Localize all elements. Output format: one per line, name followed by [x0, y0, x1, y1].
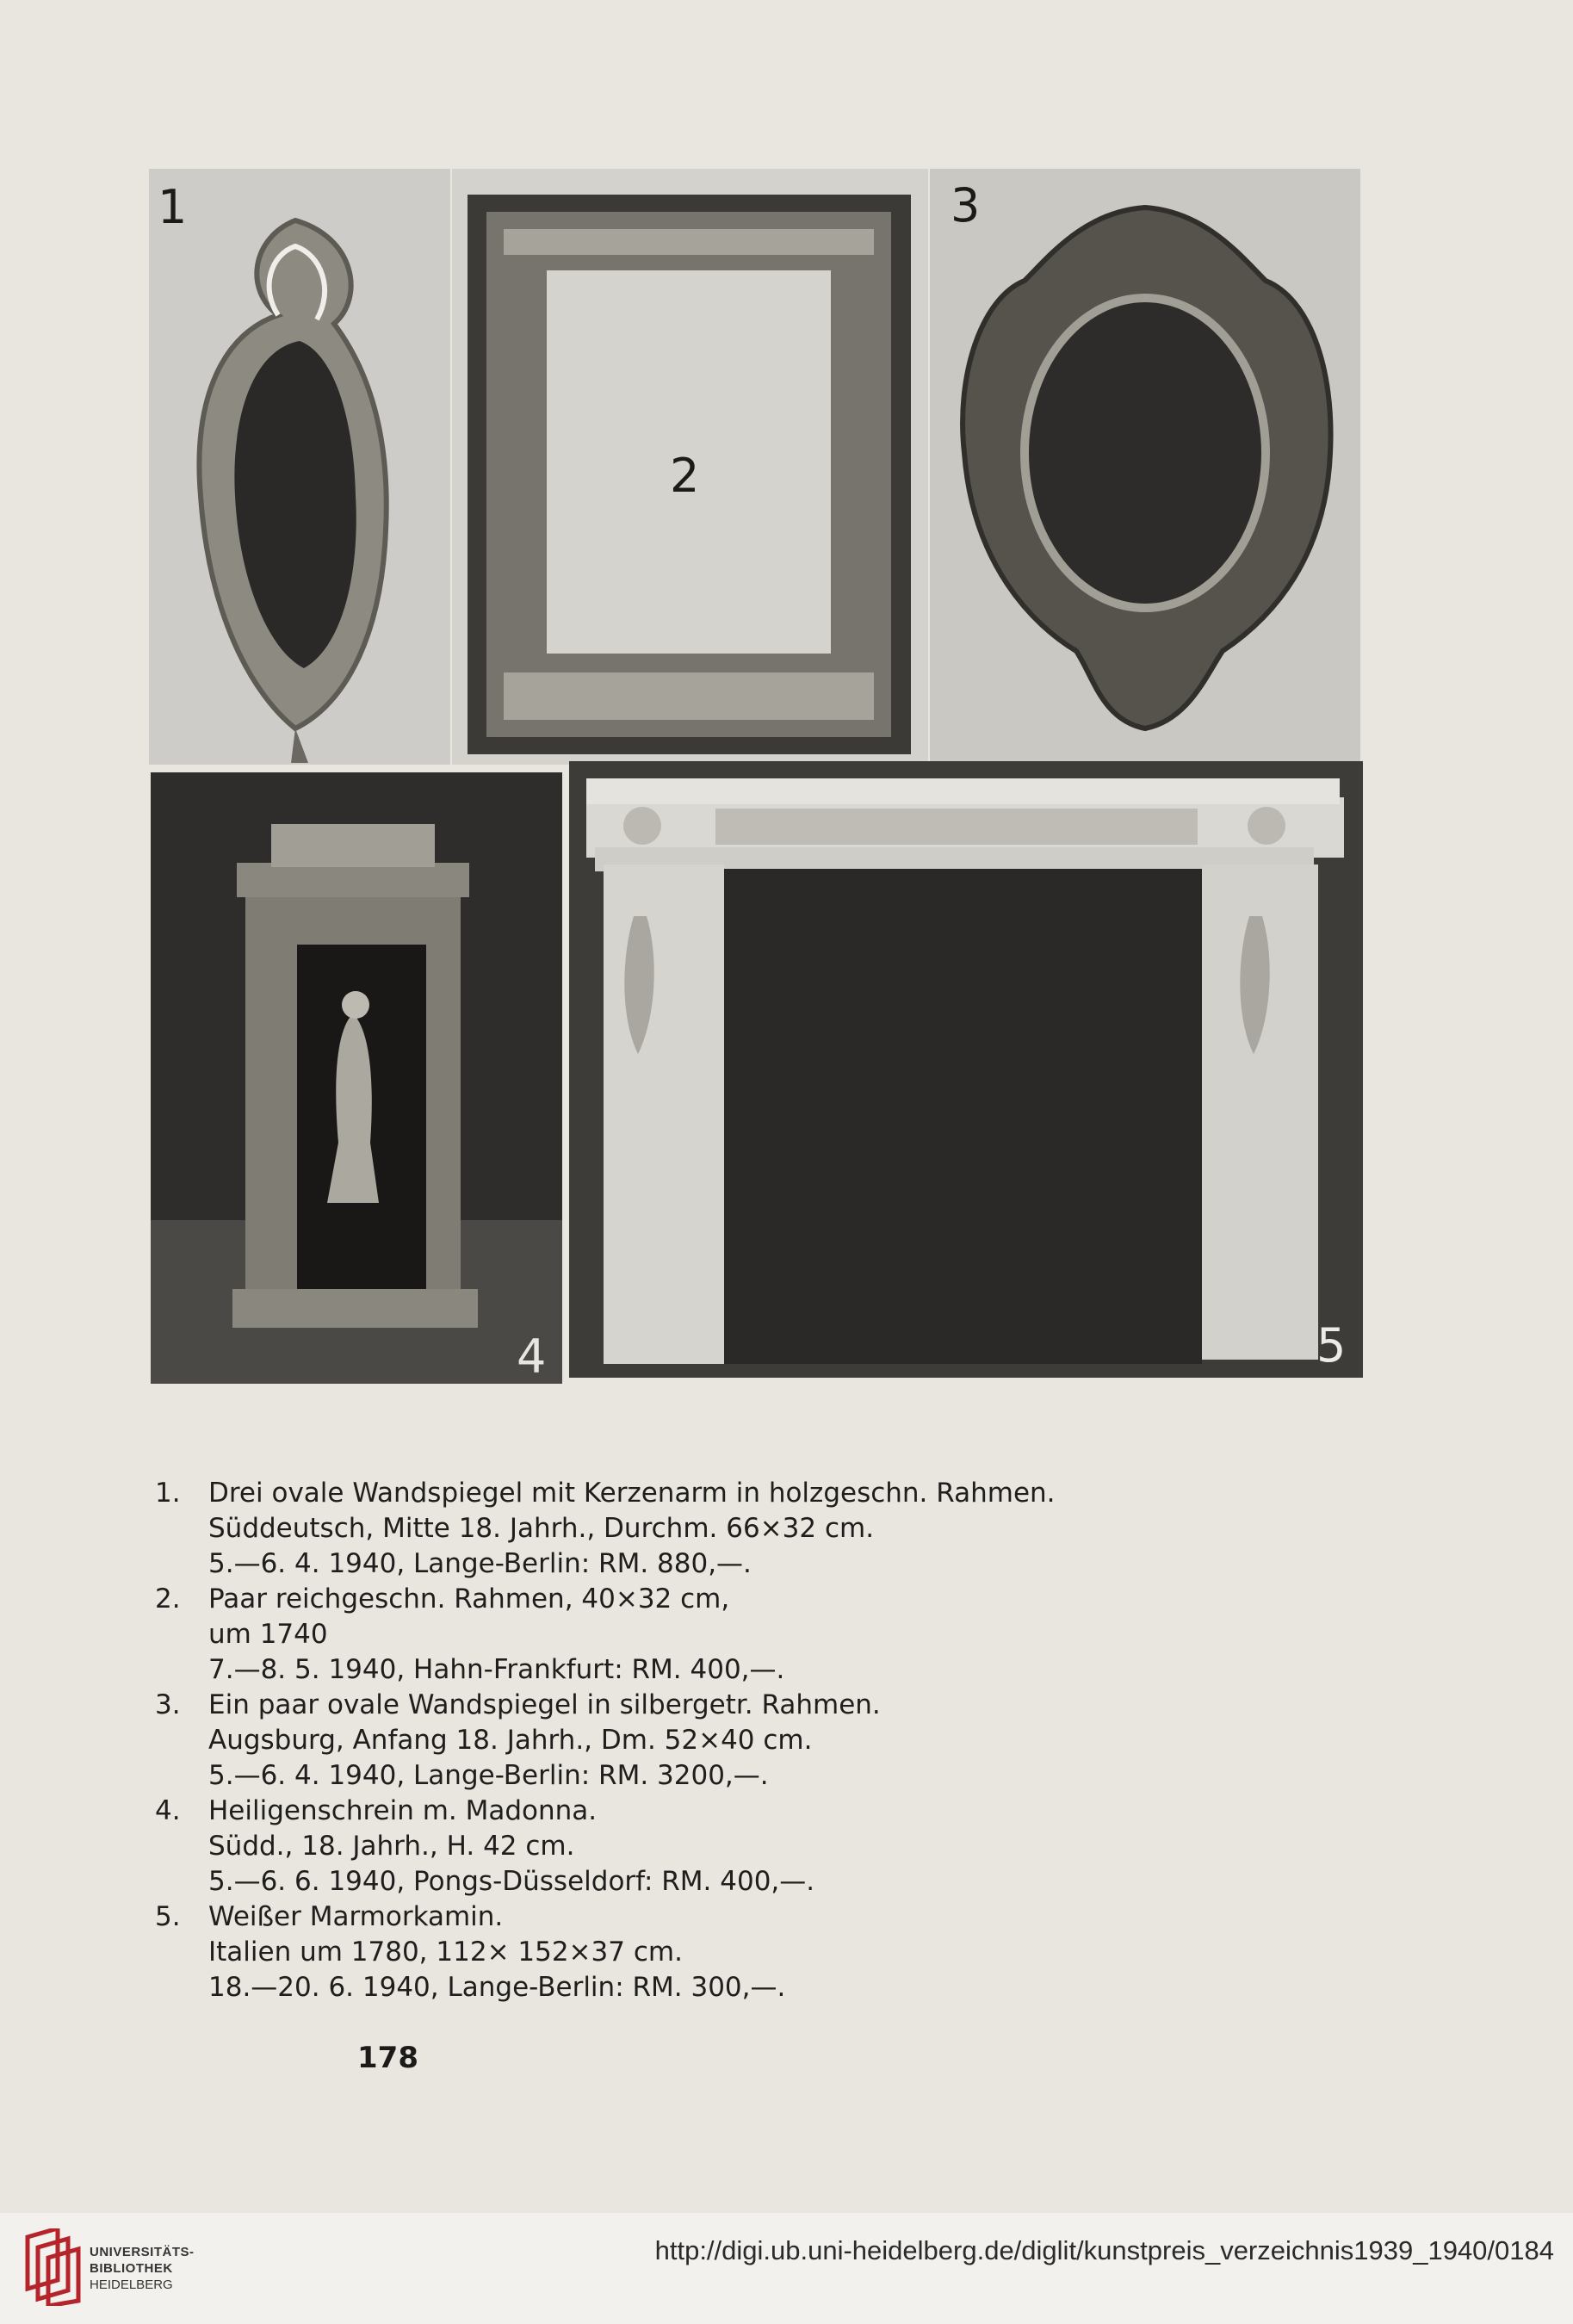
- caption-line: Italien um 1780, 112× 152×37 cm.: [208, 1937, 683, 1968]
- caption-entry-5: [155, 1899, 1300, 2005]
- plate-number-5: 5: [1316, 1318, 1347, 1373]
- caption-line: 5.—6. 4. 1940, Lange-Berlin: RM. 3200,—.: [208, 1760, 769, 1791]
- page-number: 178: [357, 2041, 418, 2075]
- plate-1-oval-mirror: [149, 169, 450, 765]
- source-url-link[interactable]: http://digi.ub.uni-heidelberg.de/diglit/kunstpreis_verzeichnis1939_1940/0184: [654, 2235, 1554, 2265]
- plate-number-1: 1: [158, 180, 188, 234]
- caption-entry-2: [155, 1582, 1300, 1688]
- footer-bar: [0, 2213, 1573, 2324]
- caption-index: 5.: [155, 1901, 181, 1932]
- shrine-illustration-4: [151, 772, 562, 1384]
- library-logo-text: [90, 2244, 195, 2293]
- mirror-illustration-3: [930, 169, 1360, 765]
- caption-line: Ein paar ovale Wandspiegel in silbergetr. Rahmen.: [208, 1689, 881, 1720]
- plate-5-fireplace: [569, 761, 1363, 1378]
- caption-line: 5.—6. 6. 1940, Pongs-Düsseldorf: RM. 400,—.: [208, 1866, 815, 1897]
- plate-3-silver-mirror: [930, 169, 1360, 765]
- caption-index: 3.: [155, 1689, 181, 1720]
- logo-line-2: BIBLIOTHEK: [90, 2261, 173, 2276]
- caption-line: 7.—8. 5. 1940, Hahn-Frankfurt: RM. 400,—.: [208, 1654, 785, 1685]
- caption-line: Augsburg, Anfang 18. Jahrh., Dm. 52×40 cm.: [208, 1725, 813, 1756]
- caption-line: Süddeutsch, Mitte 18. Jahrh., Durchm. 66×32 cm.: [208, 1513, 875, 1544]
- caption-list: [155, 1476, 1300, 2005]
- caption-line: Weißer Marmorkamin.: [208, 1901, 504, 1932]
- plate-number-3: 3: [951, 178, 981, 232]
- caption-entry-3: [155, 1688, 1300, 1794]
- caption-line: Heiligenschrein m. Madonna.: [208, 1795, 598, 1826]
- caption-entry-4: [155, 1794, 1300, 1899]
- plate-number-4: 4: [517, 1329, 547, 1384]
- logo-line-1: UNIVERSITÄTS-: [90, 2245, 195, 2259]
- caption-line: Drei ovale Wandspiegel mit Kerzenarm in holzgeschn. Rahmen.: [208, 1478, 1056, 1509]
- caption-index: 4.: [155, 1795, 181, 1826]
- fireplace-illustration-5: [569, 761, 1363, 1378]
- plate-2-carved-frame: [452, 169, 928, 765]
- caption-index: 1.: [155, 1478, 181, 1509]
- caption-line: 5.—6. 4. 1940, Lange-Berlin: RM. 880,—.: [208, 1548, 752, 1579]
- caption-entry-1: [155, 1476, 1300, 1582]
- caption-line: 18.—20. 6. 1940, Lange-Berlin: RM. 300,—.: [208, 1972, 786, 2003]
- plate-number-2: 2: [670, 449, 700, 503]
- plate-4-shrine: [151, 772, 562, 1384]
- library-logo-icon: [19, 2228, 88, 2306]
- caption-index: 2.: [155, 1583, 181, 1614]
- logo-line-3: HEIDELBERG: [90, 2278, 173, 2292]
- caption-line: Südd., 18. Jahrh., H. 42 cm.: [208, 1831, 575, 1862]
- caption-line: Paar reichgeschn. Rahmen, 40×32 cm,: [208, 1583, 730, 1614]
- mirror-illustration-1: [149, 169, 450, 765]
- caption-line: um 1740: [208, 1619, 328, 1650]
